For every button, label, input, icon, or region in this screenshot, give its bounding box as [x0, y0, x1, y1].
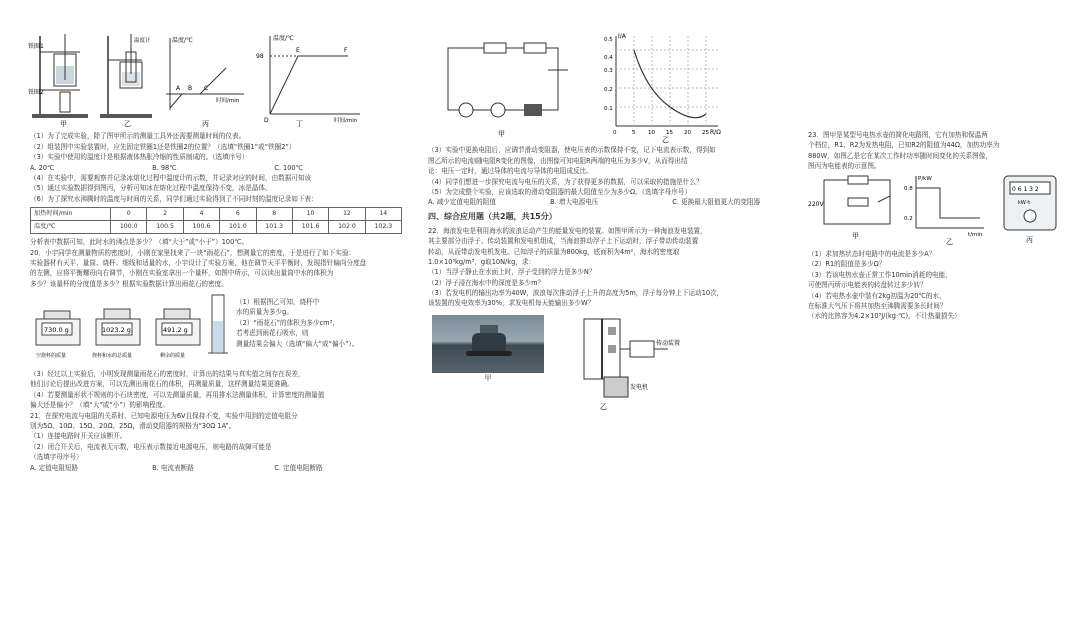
table-cell: 6	[220, 208, 256, 221]
column-middle	[428, 30, 800, 411]
device-diagram	[564, 315, 714, 411]
graph-d-temp-axis: 温度/℃	[273, 35, 294, 42]
table-cell: 8	[256, 208, 292, 221]
q19-line-1: （1）为了完成实验，除了图甲所示的测量工具外还需要测量时间的仪表。	[30, 132, 246, 141]
balance-reading-1: 730.0 g	[44, 326, 69, 335]
x-tick-1: 5	[632, 130, 636, 136]
q21-line-10: （5）为完成整个实验，应该选取的滑动变阻器的最大阻值至少为多少Ω。（选填字母序号）	[428, 187, 692, 196]
t-axis: t/min	[968, 231, 983, 238]
q20-line-6: 他们讨论后提出改进方案，可以先测出雨花石的体积，再测量质量，这样测量结果更准确。	[30, 380, 294, 389]
q22-line-7: （3）若发电机的输出功率为40W，波浪每次推动浮子上升的高度为5m，浮子每分钟上下运动10次，	[428, 289, 724, 298]
table-row	[31, 208, 402, 221]
p-tick-high: 0.8	[904, 185, 913, 192]
q19-line-4: （4）在实验中，需要观察并记录冰熔化过程中温度计的示数，并记录对应的时间，由数据可知该	[30, 173, 312, 182]
q19-opt-a: A. 20℃	[30, 163, 55, 172]
q19-options-3	[30, 163, 402, 173]
q22-figures	[428, 315, 800, 411]
graph-caption: 乙	[662, 136, 669, 144]
section-4-title: 四、综合应用题（共2题，共15分）	[428, 211, 557, 221]
q23-q1: （1）求加热状态时电路中的电流是多少A？	[808, 249, 936, 258]
q19-opt-b: B. 98℃	[152, 163, 177, 172]
q20-side-text	[236, 297, 402, 349]
q21-opt-c: C. 定值电阻断路	[274, 463, 323, 472]
q23-intro-3: 880W，如图乙是它在某次工作时功率随时间变化的关系图像，	[808, 151, 992, 160]
q23-graph-caption: 乙	[946, 237, 953, 246]
current-resistance-graph	[604, 33, 721, 144]
ring2-label: 铁圈2	[28, 89, 44, 96]
caption-a: 甲	[60, 120, 67, 128]
q19-line-6: （6）为了探究水沸腾时的温度与时间的关系，同学们通过实验得到了不同时刻的温度记录如下表：	[30, 194, 318, 203]
q19-line-2: （2）组装图中实验装置时，应先固定铁圈1还是铁圈2的位置？（选填“铁圈1”或“铁圈2”）	[30, 142, 296, 151]
caption-d: 丁	[296, 120, 303, 128]
q23-meter-caption: 丙	[1026, 235, 1033, 244]
caption-c: 丙	[202, 120, 209, 128]
graph-y-label: I/A	[618, 33, 626, 40]
energy-meter	[1004, 176, 1056, 244]
table-cell: 102.0	[329, 221, 365, 234]
q23-figures	[808, 172, 1066, 246]
q22-line-1: 22．海浪发电是利用海水的波浪运动产生的能量发电的装置。如图甲所示为一种海浪发电装置，	[428, 226, 707, 235]
table-cell: 4	[183, 208, 219, 221]
table-cell: 101.3	[256, 221, 292, 234]
point-e: E	[296, 47, 300, 54]
column-right	[808, 130, 1066, 322]
q19-opt-c: C. 100℃	[274, 163, 304, 172]
table-cell: 14	[365, 208, 401, 221]
q23-q2: （2）R1的阻值是多少Ω？	[808, 260, 886, 269]
q20-line-3: 的左侧，应将平衡螺母向右调节，小刚在实验室拿出一个量杯，如图中所示，可以读出量筒中水的体积为	[30, 269, 334, 278]
table-cell: 10	[292, 208, 328, 221]
p-tick-low: 0.2	[904, 215, 913, 222]
q21-opt-b: B. 电流表断路	[152, 463, 194, 472]
graph-c	[166, 36, 244, 128]
point-f: F	[344, 47, 348, 54]
point-d: D	[264, 117, 269, 124]
photo-rail	[466, 351, 512, 356]
q21-5-opt-b: B. 增大电源电压	[550, 198, 599, 207]
y-tick-4: 0.2	[604, 87, 613, 93]
q23-q3: （3）若该电热水壶正常工作10min消耗的电能，	[808, 270, 952, 279]
q21-line-2: 别为5Ω、10Ω、15Ω、20Ω、25Ω，滑动变阻器的规格为“30Ω 1A”。	[30, 422, 236, 431]
q22-line-8: 该装置的发电效率为30%，求发电机每天能输出多少W？	[428, 299, 595, 308]
q21-figures	[428, 30, 800, 142]
q20-figure-row	[30, 291, 402, 369]
q22-photo	[432, 315, 544, 383]
table-cell: 0	[111, 208, 147, 221]
q21-5-opt-c: C. 更换最大阻值更大的变阻器	[672, 198, 761, 207]
balance-caption-2: 烧杯和水的总质量	[92, 353, 133, 360]
q20-line-1: 20．小宇同学在测量物质的密度时，小刚在家里找来了一块“雨花石”，想测量它的密度，于是进行了如下实验：	[30, 248, 356, 257]
q23-intro-4: 图丙为电能表的示意图。	[808, 162, 881, 171]
q20-line-2: 实验器材有天平、量筒、烧杯、细线和适量的水，小宇设计了实验方案，他在调节天平平衡时，发现指针偏向分度盘	[30, 258, 367, 267]
q20-line-4: 多少？该量杯的分度值是多少？根据实验数据计算出雨花石的密度。	[30, 279, 228, 288]
graph-c-time-axis: 时间/min	[216, 98, 240, 104]
q20-line-8: 偏大还是偏小？（填“大”或“小”）的影响程度。	[30, 401, 169, 410]
q23-q4b: 在标准大气压下将其加热至沸腾需要多长时间？	[808, 301, 947, 310]
apparatus-a	[28, 34, 88, 128]
balance-caption-1: 空烧杯的质量	[36, 353, 67, 360]
caption-b: 乙	[124, 120, 131, 128]
device-transmission-label: 传动装置	[656, 339, 681, 347]
graph-grid	[616, 36, 718, 126]
meter-reading: 0 6 1 3 2	[1012, 185, 1039, 193]
q21-line-4: （2）闭合开关后，电流表无示数，电压表示数接近电源电压，则电路的故障可能是	[30, 442, 272, 451]
q23-intro-1: 23．图甲是某型号电热水壶的简化电路图，它有加热和保温两	[808, 131, 988, 139]
graph-d	[256, 34, 360, 128]
q22-line-2: 其主要部分由浮子、传动装置和发电机组成，当海浪推动浮子上下运动时，浮子带动传动装置	[428, 237, 699, 246]
device-generator-label: 发电机	[630, 383, 649, 391]
power-time-graph	[904, 176, 984, 246]
table-cell: 100.0	[111, 221, 147, 234]
q22-line-4: 1.0×10³kg/m³，g取10N/kg，求：	[428, 257, 536, 266]
point-c: C	[204, 85, 209, 92]
point-a: A	[176, 85, 181, 92]
q21-line-7: 图乙所示的电流I随电阻R变化的图像，由图像可知电阻R两端的电压为多少V，从而得出结	[428, 156, 688, 165]
table-cell: 100.5	[147, 221, 183, 234]
balance-2	[92, 309, 140, 359]
q23-q3b: 可使图丙所示电能表的转盘转过多少转？	[808, 281, 927, 290]
q20-side-4: 若考虑到雨花石吸水，则	[236, 329, 309, 338]
measuring-cylinder	[208, 295, 228, 353]
table-cell: 101.6	[292, 221, 328, 234]
q20-side-2: 水的质量为多少g。	[236, 308, 293, 317]
circuit-diagram	[448, 43, 568, 138]
q19-conclusion: 分析表中数据可知，此时水的沸点是多少？（填“大于”或“小于”）100℃。	[30, 238, 249, 247]
y-tick-2: 0.4	[604, 55, 613, 61]
table-cell: 2	[147, 208, 183, 221]
q20-side-3: （2）“雨花石”的体积为多少cm³，	[236, 318, 339, 327]
q21-line-5: （选填字母序号）	[30, 453, 83, 462]
balance-caption-3: 剩余的质量	[160, 353, 186, 360]
x-tick-4: 20	[684, 130, 691, 136]
x-tick-2: 10	[648, 130, 655, 136]
photo-caption: 甲	[484, 373, 492, 382]
apparatus-b	[100, 34, 152, 128]
y-tick-5: 0.1	[604, 106, 613, 112]
meter-unit: kW·h	[1018, 199, 1031, 206]
boiling-data-table	[30, 207, 402, 234]
circuit-voltage: 220V	[808, 200, 824, 208]
x-tick-3: 15	[666, 130, 673, 136]
q21-line-1: 21．在探究电流与电阻的关系时，已知电源电压为6V且保持不变，实验中用到的定值电阻分	[30, 411, 298, 420]
circuit-caption: 甲	[498, 130, 505, 138]
q23-circuit-caption: 甲	[852, 231, 859, 240]
q22-line-3: 转动，从而带动发电机发电。已知浮子的质量为800kg，底面积为4m²，海水的密度取	[428, 247, 680, 256]
q21-line-9: （4）同学们想进一步探究电流与电压的关系，为了获得更多的数据，可以采取的措施是什么？	[428, 177, 703, 186]
point-b: B	[188, 85, 193, 92]
x-tick-5: 25	[702, 130, 709, 136]
thermo-label: 温度计	[134, 38, 151, 44]
q23-note: （水的比热容为4.2×10³J/(kg·℃)，不计热量损失）	[808, 312, 961, 321]
balance-reading-3: 491.2 g	[163, 326, 188, 335]
balance-reading-2: 1023.2 g	[102, 326, 131, 335]
wave-generator-photo	[432, 315, 544, 373]
device-caption: 乙	[600, 402, 607, 411]
graph-x-label: R/Ω	[710, 129, 721, 136]
q21-line-8: 论：电压一定时，通过导体的电流与导体的电阻成反比。	[428, 167, 593, 176]
q22-line-6: （2）浮子浸在海水中的深度是多少m？	[428, 278, 545, 287]
q21-line-6: （3）实验中更换电阻后，应调节滑动变阻器，使电压表的示数保持不变，记下电流表示数，得到如	[428, 146, 716, 155]
q23-q4: （4）若电热水壶中装有2kg初温为20℃的水，	[808, 291, 946, 300]
p-axis: P/kW	[918, 175, 932, 182]
table-row	[31, 221, 402, 234]
q21-line-3: （1）连接电路时开关应该断开。	[30, 432, 127, 441]
ring1-label: 铁圈1	[28, 43, 44, 50]
q19-line-5: （5）通过实验数据得到图丙，分析可知冰在熔化过程中温度保持不变，冰是晶体。	[30, 184, 272, 193]
q20-line-7: （4）若要测量形状不规则的小石块密度，可以先测量质量，再用排水法测量体积，计算密度的测量值	[30, 390, 325, 399]
q20-line-5: （3）经过以上实验后，小明发现测量雨花石的密度时，计算出的结果与真实值之间存在误差，	[30, 370, 305, 379]
q21-opt-a: A. 定值电阻短路	[30, 463, 79, 472]
graph-d-temp-top: 98	[256, 53, 264, 60]
balance-3	[156, 309, 200, 359]
table-cell: 100.6	[183, 221, 219, 234]
balance-1	[36, 311, 80, 359]
q20-side-5: 测量结果会偏大（选填“偏大”或“偏小”）。	[236, 339, 359, 348]
x-tick-0: 0	[613, 130, 617, 136]
q22-line-5: （1）当浮子静止在水面上时，浮子受到的浮力是多少N？	[428, 268, 596, 277]
kettle-circuit	[808, 176, 890, 240]
balance-figures	[30, 291, 230, 369]
table-cell: 12	[329, 208, 365, 221]
q19-line-3: （3）实验中使用的温度计是根据液体热胀冷缩的性质制成的。（选填序号）	[30, 153, 249, 162]
graph-c-temp-axis: 温度/℃	[172, 37, 193, 44]
q21-5-opt-a: A. 减少定值电阻的阻值	[428, 198, 496, 207]
y-tick-1: 0.5	[604, 37, 613, 43]
column-left	[30, 30, 402, 473]
experiment-figures	[30, 30, 402, 128]
table-cell: 102.3	[365, 221, 401, 234]
q23-intro-2: 个档位，R1、R2为发热电阻，已知R2的阻值为44Ω，加热功率为	[808, 141, 1000, 150]
table-head-temp: 温度/℃	[31, 221, 111, 234]
q21-options-5	[428, 197, 800, 207]
graph-d-time-axis: 时间/min	[334, 118, 358, 124]
q20-side-1: （1）根据图乙可知，烧杯中	[236, 298, 320, 307]
q21-options	[30, 463, 402, 473]
y-tick-3: 0.3	[604, 68, 613, 74]
table-cell: 101.0	[220, 221, 256, 234]
table-head-time: 加热时间/min	[31, 208, 111, 221]
